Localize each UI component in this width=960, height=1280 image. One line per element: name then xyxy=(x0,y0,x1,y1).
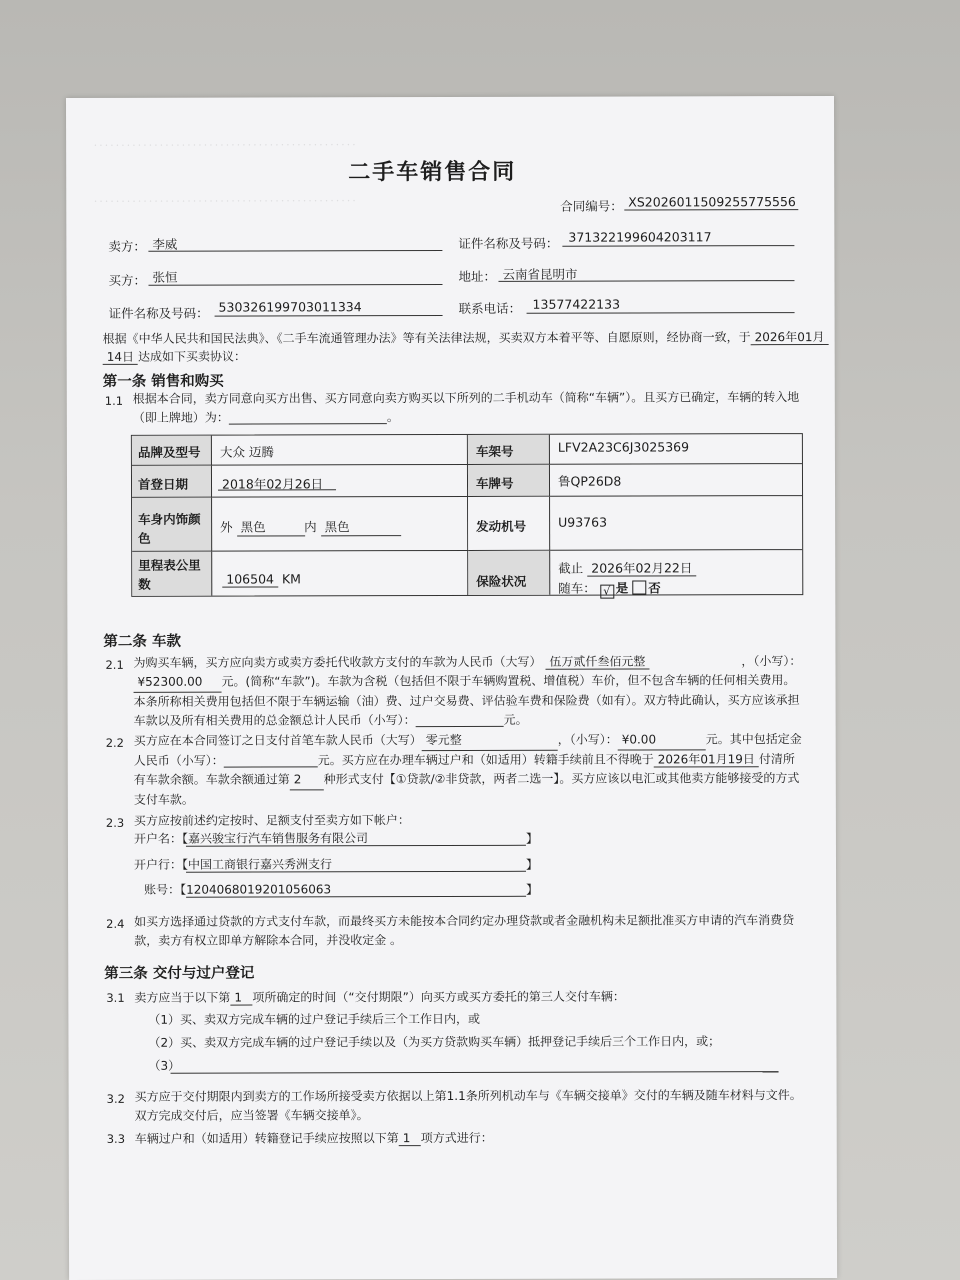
clause-number: 3.1 xyxy=(106,990,125,1005)
bank-row: 开户行：【中国工商银行嘉兴秀洲支行 xyxy=(133,857,333,872)
clause-number: 2.4 xyxy=(106,916,125,931)
plate-label: 车牌号 xyxy=(475,475,514,491)
bleed-through-text: ．．．．．．．．．．．．．．．．．．．．．．．．．．．．．．．．．．．．．．．．．．．．．．．． xyxy=(86,135,356,149)
clause-number: 3.2 xyxy=(106,1091,125,1106)
reg-date-label: 首登日期 xyxy=(137,476,189,492)
phone-label: 联系电话： xyxy=(458,300,522,316)
vin-label: 车架号 xyxy=(475,443,514,459)
bank-name: 中国工商银行嘉兴秀洲支行 xyxy=(188,857,333,872)
seller-id: 371322199604203117 xyxy=(568,229,712,245)
clause-number: 3.3 xyxy=(106,1131,126,1146)
clause-2-2: 买方应在本合同签订之日支付首笔车款人民币（大写） 零元整 ，（小写）： ¥0.00 元。其中包括定金人民币（小写）： 元。买方应在办理车辆过户和（如适用）转籍手续前且不得晚于 2026年01月19日 付清所有车款余额。车款余额通过第 2 种形式支付【①贷款/②非贷款，两者二选一】。买方应该以电汇或其他卖方能够接受的方式支付车款。 xyxy=(133,732,802,807)
buyer-id-label: 证件名称及号码： xyxy=(108,305,209,321)
brand-value: 大众 迈腾 xyxy=(219,444,274,460)
bracket: 】 xyxy=(526,882,539,897)
preamble-text-2: 14日 达成如下买卖协议： xyxy=(103,348,246,365)
clause-1-1: 根据本合同，卖方同意向买方出售、买方同意向卖方购买以下所列的二手机动车（简称“车辆”）。且买方已确定，车辆的转入地（即上牌地）为： 。 xyxy=(132,390,800,425)
clause-3-1: 卖方应当于以下第 1 项所确定的时间（“交付期限”）向买方或买方委托的第三人交付车辆： xyxy=(134,989,625,1005)
brand-label: 品牌及型号 xyxy=(137,444,201,460)
yes-checkbox: √ xyxy=(600,585,614,599)
seller-id-label: 证件名称及号码： xyxy=(458,235,559,251)
account-number: 1204068019201056063 xyxy=(186,882,332,897)
article-3-title: 第三条 交付与过户登记 xyxy=(104,965,255,982)
mileage-label: 里程表公里数 xyxy=(138,557,201,592)
clause-2-4: 如买方选择通过贷款的方式支付车款，而最终买方未能按本合同约定办理贷款或者金融机构未足额批准买方申请的汽车消费贷款，卖方有权立即单方解除本合同，并没收定金 。 xyxy=(134,913,795,948)
vehicle-info-table xyxy=(131,433,803,597)
document-title: 二手车销售合同 xyxy=(348,159,517,186)
article-1-title: 第一条 销售和购买 xyxy=(102,373,224,390)
bleed-through-text: ．．．．．．．．．．．．．．．．．．．．．．．．．．．．．．．．．．．．．．．．．．．．．．．． xyxy=(86,191,356,205)
clause-number: 1.1 xyxy=(104,393,124,408)
clause-3-1-option-2: （2）买、卖双方完成车辆的过户登记手续以及（为买方贷款购买车辆）抵押登记手续后三个工作日内，或； xyxy=(148,1034,721,1050)
buyer-address: 云南省昆明市 xyxy=(502,266,578,282)
clause-number: 2.2 xyxy=(105,735,125,750)
account-number-row: 账号：【1204068019201056063 xyxy=(144,882,332,897)
reg-date-value: 2018年02月26日 xyxy=(221,476,324,492)
engine-value: U93763 xyxy=(558,514,608,530)
buyer-phone: 13577422133 xyxy=(532,296,621,312)
seller-label: 卖方： xyxy=(108,238,146,254)
clause-3-1-option-3: （3） xyxy=(148,1058,181,1073)
contract-number: XS20260115092557755​56 xyxy=(624,194,798,210)
contract-page xyxy=(66,96,837,1280)
clause-3-1-option-1: （1）买、卖双方完成车辆的过户登记手续后三个工作日内，或 xyxy=(148,1011,481,1027)
insurance-label: 保险状况 xyxy=(476,573,527,589)
preamble-text: 根据《中华人民共和国民法典》、《二手车流通管理办法》等有关法律法规，买卖双方本着平等、自愿原则，经协商一致，于 2026年01月 xyxy=(103,328,829,347)
clause-3-2: 买方应于交付期限内到卖方的工作场所接受卖方依据以上第1.1条所列机动车与《车辆交接单》交付的车辆及随车材料与文件。双方完成交付后，应当签署《车辆交接单》。 xyxy=(134,1088,802,1123)
buyer-name: 张恒 xyxy=(152,269,178,285)
color-label: 车身内饰颜色 xyxy=(138,511,201,546)
engine-label: 发动机号 xyxy=(476,518,527,534)
clause-2-1: 为购买车辆，买方应向卖方或卖方委托代收款方支付的车款为人民币（大写） 伍万贰仟叁佰元整 ，（小写）： ¥52300.00 元。(简称“车款”)。车款为含税（包括但不限于车辆购置税、增值税）车价，但不包含车辆的任何相关费用。本条所称相关费用包括但不限于车辆运输（油）费、过户交易费、评估验车费和保险费（如有）。双方特此确认，买方应该承担车款以及所有相关费用的总金额总计人民币（小写）： 元。 xyxy=(133,654,802,728)
clause-3-3: 车辆过户和（如适用）转籍登记手续应按照以下第 1 项方式进行： xyxy=(134,1130,493,1146)
clause-number: 2.3 xyxy=(105,815,125,830)
buyer-label: 买方： xyxy=(108,272,147,288)
contract-number-label: 合同编号： xyxy=(560,198,623,214)
vin-value: LFV2A23C6J3025369 xyxy=(557,439,690,455)
clause-2-3: 买方应按前述约定按时、足额支付至卖方如下帐户： xyxy=(133,813,410,828)
seller-name: 李威 xyxy=(152,236,178,252)
interior-color: 内 黑色 xyxy=(304,517,401,536)
exterior-color: 外 黑色 xyxy=(220,517,305,536)
bracket: 】 xyxy=(525,831,538,846)
insurance-expiry: 截止 2026年02月22日 xyxy=(558,558,696,576)
account-name: 嘉兴骏宝行汽车销售服务有限公司 xyxy=(187,831,368,846)
address-label: 地址： xyxy=(458,268,497,284)
account-name-row: 开户名：【嘉兴骏宝行汽车销售服务有限公司 xyxy=(133,831,368,846)
mileage-value: 106504 KM xyxy=(222,571,301,586)
article-2-title: 第二条 车款 xyxy=(103,633,182,650)
clause-number: 2.1 xyxy=(105,657,124,672)
plate-value: 鲁QP26D8 xyxy=(557,473,622,489)
buyer-id: 530326199703011334 xyxy=(218,299,362,315)
no-checkbox xyxy=(632,580,646,594)
insurance-follow: 随车： √ 是 否 xyxy=(558,580,661,598)
bracket: 】 xyxy=(525,857,539,872)
